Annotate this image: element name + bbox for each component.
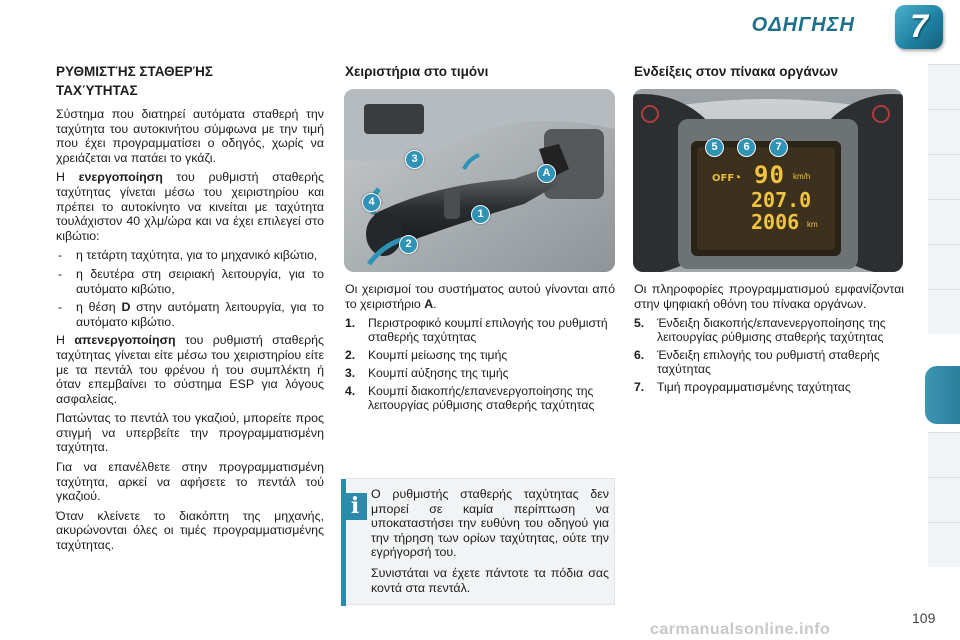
- callout-marker: 2: [399, 235, 418, 254]
- odometer-display: 2006: [751, 210, 800, 234]
- resume-paragraph: Για να επανέλθετε στην προγραμματισμένη ταχύτητα, αρκεί να αφήσετε το πεντάλ τού γκαζιού.: [56, 460, 324, 504]
- info-note: [345, 478, 615, 605]
- page-number: 109: [912, 610, 936, 626]
- chapter-tab: [928, 109, 960, 154]
- list-item: 5. Ένδειξη διακοπής/επανενεργοποίησης της λειτουργίας ρύθμισης σταθερής ταχύτητας: [634, 316, 886, 345]
- section-title-line2: ΤΑΧΎΤΗΤΑΣ: [56, 83, 138, 98]
- section-title: Ενδείξεις στον πίνακα οργάνων: [634, 64, 839, 79]
- controls-intro: Οι χειρισμοί του συστήματος αυτού γίνονται από το χειριστήριο A.: [345, 282, 615, 311]
- chapter-tab: [928, 477, 960, 522]
- chapter-tab-active: [925, 366, 960, 424]
- chapter-badge: [895, 5, 943, 49]
- chapter-tab: [928, 64, 960, 109]
- callout-marker: 4: [362, 193, 381, 212]
- cruise-off-indicator: OFF: [712, 173, 735, 184]
- info-text: [371, 487, 609, 601]
- info-icon: i: [343, 493, 367, 520]
- watermark: carmanualsonline.info: [650, 621, 831, 638]
- controls-description: [345, 282, 615, 416]
- deactivation-paragraph: Η απενεργοποίηση του ρυθμιστή σταθερής ταχύτητας γίνεται είτε μέσω του χειριστηρίου είτε με τα πεντάλ του φρένου ή του συμπλέκτη ή όταν επεμβαίνει το σύστημα ESP για λόγους ασφαλείας.: [56, 333, 324, 406]
- chapter-tab: [928, 199, 960, 244]
- list-item: 2. Κουμπί μείωσης της τιμής: [345, 348, 508, 363]
- chapter-tab: [928, 432, 960, 477]
- set-speed-display: 90: [754, 161, 785, 189]
- page-header: [0, 0, 960, 48]
- list-item: 7. Τιμή προγραμματισμένης ταχύτητας: [634, 380, 851, 395]
- odometer-unit: km: [807, 220, 818, 229]
- instrument-panel-section: [634, 62, 904, 81]
- callout-marker: 7: [769, 138, 788, 157]
- speed-unit: km/h: [793, 172, 811, 181]
- chapter-title: ΟΔΗΓΗΣΗ: [751, 14, 855, 36]
- info-paragraph: Ο ρυθμιστής σταθερής ταχύτητας δεν μπορεί σε καμία περίπτωση να υποκαταστήσει την ευθύνη του οδηγού για την τήρηση των ορίων ταχύτητας, ούτε την εγρήγορσή του.: [371, 487, 609, 560]
- list-item: - η τετάρτη ταχύτητα, για το μηχανικό κιβώτιο,: [58, 248, 318, 263]
- steering-controls-section: [345, 62, 615, 81]
- cruise-control-section: [56, 62, 324, 558]
- chapter-tab: [928, 244, 960, 289]
- callout-marker: 5: [705, 138, 724, 157]
- controls-list: [345, 316, 615, 412]
- callout-marker: 1: [471, 205, 490, 224]
- display-list: [634, 316, 904, 394]
- callout-marker: A: [537, 164, 556, 183]
- chapter-number: 7: [910, 8, 928, 44]
- display-intro: Οι πληροφορίες προγραμματισμού εμφανίζονται στην ψηφιακή οθόνη του πίνακα οργάνων.: [634, 282, 904, 311]
- override-paragraph: Πατώντας το πεντάλ του γκαζιού, μπορείτε προς στιγμή να υπερβείτε την προγραμματισμένη ταχύτητα.: [56, 411, 324, 455]
- instrument-panel-photo: [633, 89, 903, 272]
- list-item: 1. Περιστροφικό κουμπί επιλογής του ρυθμιστή σταθερής ταχύτητας: [345, 316, 608, 345]
- steering-stalk-illustration: [344, 89, 615, 272]
- callout-marker: 6: [737, 138, 756, 157]
- trip-display: 207.0: [751, 188, 812, 212]
- cruise-icon: ◔: [733, 169, 742, 185]
- list-item: 3. Κουμπί αύξησης της τιμής: [345, 366, 509, 381]
- list-item: - η θέση D στην αυτόματη λειτουργία, για το αυτόματο κιβώτιο.: [58, 300, 324, 329]
- section-title-line1: ΡΥΘΜΙΣΤΉΣ ΣΤΑΘΕΡΉΣ: [56, 64, 213, 79]
- section-title: Χειριστήρια στο τιμόνι: [345, 64, 489, 79]
- ignition-paragraph: Όταν κλείνετε το διακόπτη της μηχανής, ακυρώνονται όλες οι τιμές προγραμματισμένης ταχύτητας.: [56, 508, 324, 553]
- intro-paragraph: Σύστημα που διατηρεί αυτόματα σταθερή την ταχύτητα του αυτοκινήτου σύμφωνα με την τιμή που έχει προγραμματίσει ο οδηγός, χωρίς να χρειάζεται να πατάει το γκάζι.: [56, 107, 324, 165]
- info-paragraph: Συνιστάται να έχετε πάντοτε τα πόδια σας κοντά στα πεντάλ.: [371, 565, 609, 595]
- steering-stalk-photo: [344, 89, 615, 272]
- activation-paragraph: Η ενεργοποίηση του ρυθμιστή σταθερής ταχύτητας γίνεται μέσω του χειριστηρίου και πρέπει το αυτοκίνητο να κινείται με ταχύτητα τουλάχιστον 40 χλμ/ώρα και να έχει επιλεγεί στο κιβώτιο:: [56, 170, 324, 243]
- list-item: - η δευτέρα στη σειριακή λειτουργία, για το αυτόματο κιβώτιο,: [58, 266, 324, 296]
- list-item: 4. Κουμπί διακοπής/επανενεργοποίησης της λειτουργίας ρύθμισης σταθερής ταχύτητας: [345, 384, 595, 413]
- chapter-tab: [928, 522, 960, 567]
- display-description: [634, 282, 904, 398]
- chapter-tab: [928, 289, 960, 334]
- chapter-tab: [928, 154, 960, 199]
- callout-marker: 3: [405, 150, 424, 169]
- list-item: 6. Ένδειξη επιλογής του ρυθμιστή σταθερής ταχύτητας: [634, 348, 880, 377]
